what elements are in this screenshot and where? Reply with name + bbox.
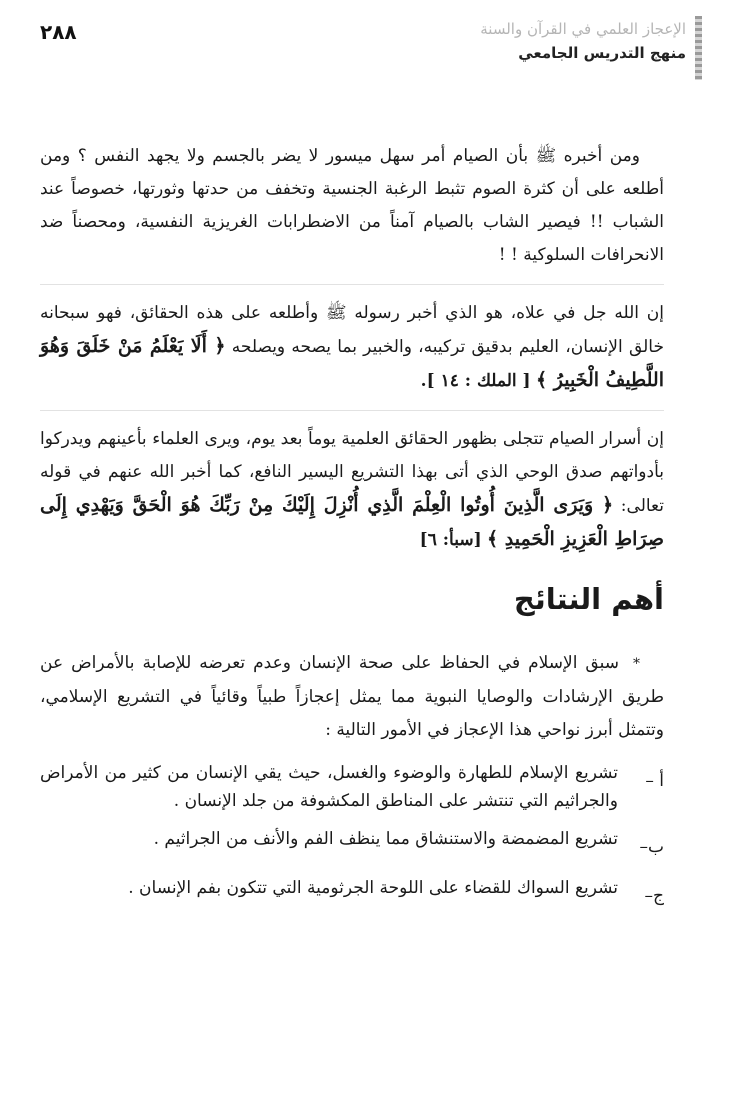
list-item-text: تشريع السواك للقضاء على اللوحة الجرثومية التي تتكون بفم الإنسان . — [128, 878, 618, 898]
page-content — [40, 140, 664, 923]
paragraph-fasting-secrets — [40, 423, 664, 557]
paragraph-divider — [40, 284, 664, 285]
list-item-letter: ج– — [644, 886, 664, 906]
page-number: ٢٨٨ — [40, 20, 77, 44]
results-intro — [40, 647, 664, 747]
paragraph-fasting-facts: ومن أخبره ﷺ بأن الصيام أمر سهل ميسور لا يضر بالجسم ولا يجهد النفس ؟ ومن أطلعه على أن كثرة الصوم تثبط الرغبة الجنسية وتخفف من حدتها وثورتها، خصوصاً عند الشباب !! فيصير الشاب بالصيام آمناً من الاضطرابات الغريزية النفسية، ومحصناً ضد الانحرافات السلوكية ! ! — [40, 146, 664, 265]
list-item — [40, 874, 664, 913]
quran-verse: ﴿ أَلَا يَعْلَمُ مَنْ خَلَقَ وَهُوَ اللَّطِيفُ الْخَبِيرُ ﴾ — [40, 335, 664, 391]
results-intro-text: سبق الإسلام في الحفاظ على صحة الإنسان وعدم تعرضه للإصابة بالأمراض عن طريق الإرشادات والوصايا النبوية مما يمثل إعجازاً طبياً وقائياً في التشريع الإسلامي، وتتمثل أبرز نواحي هذا الإعجاز في الأمور التالية : — [40, 653, 664, 740]
verse-reference: [ الملك : ١٤ ]. — [420, 371, 531, 391]
running-header — [326, 18, 686, 66]
paragraph-divider — [40, 410, 664, 411]
list-item — [40, 825, 664, 864]
list-item-letter: ب– — [639, 837, 664, 857]
paragraph-divine-knowledge — [40, 297, 664, 398]
header-decoration-bar — [695, 16, 702, 80]
results-list — [40, 759, 664, 913]
section-heading: أهم النتائج — [513, 582, 664, 616]
book-title: الإعجاز العلمي في القرآن والسنة — [480, 20, 686, 38]
quran-verse: ﴿ وَيَرَى الَّذِينَ أُوتُوا الْعِلْمَ الَّذِي أُنْزِلَ إِلَيْكَ مِنْ رَبِّكَ هُوَ الْحَقَّ وَيَهْدِي إِلَى صِرَاطِ الْعَزِيزِ الْحَمِيدِ ﴾ — [40, 494, 664, 550]
list-item-text: تشريع المضمضة والاستنشاق مما ينظف الفم والأنف من الجراثيم . — [153, 829, 618, 849]
asterisk-icon: * — [633, 656, 641, 672]
list-item-text: تشريع الإسلام للطهارة والوضوء والغسل، حيث يقي الإنسان من كثير من الأمراض والجراثيم التي تنتشر على المناطق المكشوفة من جلد الإنسان . — [40, 763, 618, 811]
paragraph-text: إن أسرار الصيام تتجلى بظهور الحقائق العلمية يوماً بعد يوم، ويرى العلماء بأعينهم ويدركوا بأدواتهم صدق الوحي الذي أتى بهذا التشريع اليسير النافع، كما أخبر الله عنهم في قوله تعالى: — [40, 429, 664, 516]
list-item — [40, 759, 664, 815]
verse-reference: [سبأ: ٦] — [419, 530, 482, 550]
list-item-letter: أ – — [645, 771, 664, 791]
paragraph-text: إن الله جل في علاه، هو الذي أخبر رسوله ﷺ وأطلعه على هذه الحقائق، فهو سبحانه خالق الإنسان، العليم بدقيق تركيبه، والخبير بما يصحه ويصلحه — [40, 303, 665, 357]
chapter-title: منهج التدريس الجامعي — [518, 44, 686, 62]
